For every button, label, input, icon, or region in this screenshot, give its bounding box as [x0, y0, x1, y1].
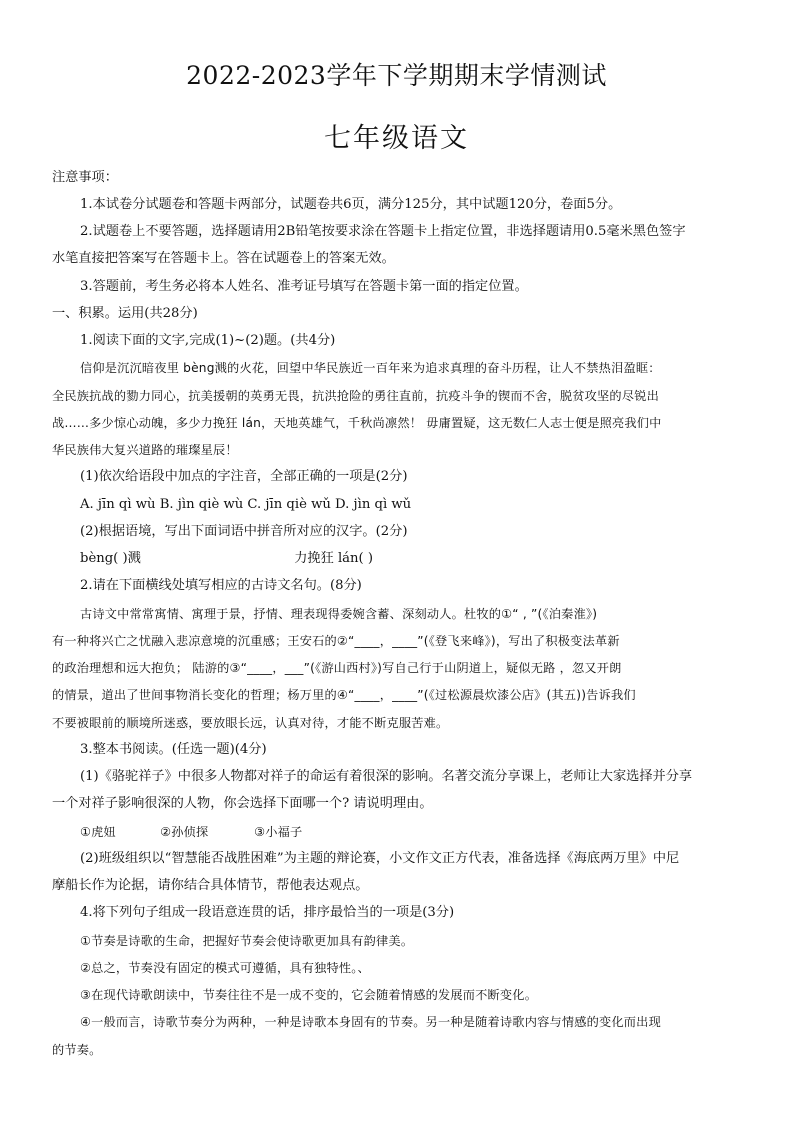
question-2-stem: 2.请在下面横线处填写相应的古诗文名句。(8分) — [80, 578, 362, 593]
notice-line: 水笔直接把答案写在答题卡上。答在试题卷上的答案无效。 — [52, 251, 395, 266]
q3-sub1-line: 一个对祥子影响很深的人物，你会选择下面哪一个? 请说明理由。 — [52, 796, 433, 811]
q1-fill-1: bèng( )溅 — [80, 551, 141, 566]
q4-item: ①节奏是诗歌的生命，把握好节奏会使诗歌更加具有韵律美。 — [80, 934, 414, 948]
q3-sub1-line: (1)《骆驼祥子》中很多人物都对祥子的命运有着很深的影响。名著交流分享课上，老师让大家选择并分享 — [80, 769, 693, 784]
q4-item: 的节奏。 — [52, 1043, 102, 1057]
q1-fill-row — [80, 549, 373, 569]
exam-subject: 七年级语文 — [324, 123, 469, 154]
q3-sub2-line: 摩船长作为论据，请你结合具体情节，帮他表达观点。 — [52, 878, 369, 893]
notice-line: 3.答题前，考生务必将本人姓名、准考证号填写在答题卡第一面的指定位置。 — [80, 279, 528, 294]
q1-passage-line: 信仰是沉沉暗夜里 bèng溅的火花，回望中华民族近一百年来为追求真理的奋斗历程，让人不禁热泪盈眶： — [80, 361, 661, 375]
q1-sub2: (2)根据语境，写出下面词语中拼音所对应的汉字。(2分) — [80, 524, 408, 539]
section-heading: 一、积累。运用(共28分) — [52, 306, 198, 321]
q4-item: ②总之，节奏没有固定的模式可遵循，具有独特性。、 — [80, 961, 370, 975]
q1-sub1: (1)依次给语段中加点的字注音，全部正确的一项是(2分) — [80, 469, 408, 484]
q3-choice: ②孙侦探 — [160, 825, 209, 839]
q3-choices — [80, 822, 302, 842]
q4-item: ④一般而言，诗歌节奏分为两种，一种是诗歌本身固有的节奏。另一种是随着诗歌内容与情感的变化而出现 — [80, 1015, 661, 1029]
notice-line: 2.试题卷上不要答题，选择题请用2B铅笔按要求涂在答题卡上指定位置，非选择题请用0.5毫米黑色签字 — [80, 224, 686, 239]
q3-sub2-line: (2)班级组织以“智慧能否战胜困难”为主题的辩论赛，小文作文正方代表，准备选择《海底两万里》中尼 — [80, 851, 680, 866]
q1-fill-2: 力挽狂 lán( ) — [294, 551, 374, 566]
q2-passage-line: 不要被眼前的顺境所迷惑，要放眼长远，认真对待，才能不断克服苦难。 — [52, 716, 449, 730]
q2-passage-line: 有一种将兴亡之忧融入悲凉意境的沉重感；王安石的②“____，____”(《登飞来峰》)，写出了积极变法革新 — [52, 634, 620, 648]
notice-line: 1.本试卷分试题卷和答题卡两部分，试题卷共6页，满分125分，其中试题120分，卷面5分。 — [80, 197, 622, 212]
question-1-stem: 1.阅读下面的文字,完成(1)~(2)题。(共4分) — [80, 333, 336, 348]
exam-title: 2022-2023学年下学期期末学情测试 — [186, 61, 607, 90]
q3-choice: ①虎妞 — [80, 825, 116, 839]
notice-heading: 注意事项： — [52, 170, 118, 185]
q2-passage-line: 的政治理想和远大抱负； 陆游的③“____，___”(《游山西村》)写自己行于山阴道上，疑似无路 ，忽又开朗 — [52, 661, 622, 675]
q1-passage-line: 华民族伟大复兴道路的璀璨星辰！ — [52, 443, 238, 457]
q1-passage-line: 战……多少惊心动魄，多少力挽狂 lán，天地英雄气，千秋尚凛然！ 毋庸置疑，这无数仁人志士便是照亮我们中 — [52, 416, 662, 430]
q2-passage-line: 古诗文中常常寓情、寓理于景，抒情、理表现得委婉含蓄、深刻动人。杜牧的①“ , ”(《泊秦淮》) — [80, 607, 598, 621]
q1-passage-line: 全民族抗战的勠力同心，抗美援朝的英勇无畏，抗洪抢险的勇往直前，抗疫斗争的锲而不舍，脱贫攻坚的尽锐出 — [52, 389, 659, 403]
q4-item: ③在现代诗歌朗读中，节奏往往不是一成不变的，它会随着情感的发展而不断变化。 — [80, 988, 538, 1002]
q2-passage-line: 的情景，道出了世间事物消长变化的哲理；杨万里的④“____，____”(《过松源晨炊漆公店》(其五))告诉我们 — [52, 688, 636, 702]
question-4-stem: 4.将下列句子组成一段语意连贯的话，排序最恰当的一项是(3分) — [80, 905, 455, 920]
q3-choice: ③小福子 — [254, 825, 303, 839]
question-3-stem: 3.整本书阅读。(任选一题)(4分) — [80, 742, 267, 757]
q1-options: A. jīn qì wù B. jìn qiè wù C. jīn qiè wǔ D. jìn qì wǔ — [80, 497, 412, 512]
